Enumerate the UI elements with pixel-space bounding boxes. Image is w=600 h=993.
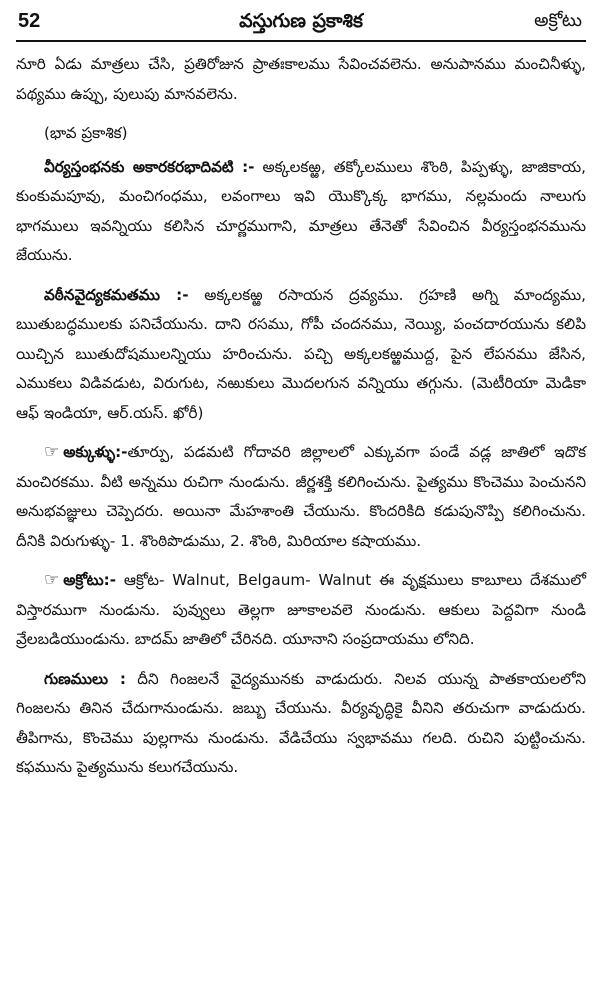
page-number: 52 (18, 10, 41, 32)
page-header (16, 0, 586, 42)
paragraph-7 (16, 665, 586, 783)
heading-veeryastambhana: వీర్యస్తంభనకు అకారకరభాదివటి :- (44, 157, 255, 176)
paragraph-3-text: అక్కలకఱ్ఱ, తక్కోలములు శొంఠి, పిప్పళ్ళు, జాజికాయ, కుంకుమపూవు, మంచిగంధము, లవంగాలు ఇవి యొక్కొక్క భాగము, నల్లమందు నాలుగు భాగములు ఇవన్నియు కలిసిన చూర్ణముగాని, మాత్రలు తేనెతో సేవించిన వీర్యస్తంభనమును జేయును. (16, 157, 586, 264)
heading-akkullu: అక్కుళ్ళు:- (63, 443, 128, 461)
heading-akrotu: అక్రోటు:- (63, 571, 117, 589)
paragraph-4-text: అక్కలకఱ్ఱ రసాయన ద్రవ్యము. గ్రహణి అగ్ని మాంద్యము, ఋతుబద్ధములకు పనిచేయును. దాని రసము, గోపీ చందనము, నెయ్యి, పంచదారయును కలిపి యిచ్చిన ఋతుదోషములన్నియు హరించును. పచ్చి అక్కలకఱ్ఱముద్ద, పైన లేపనము జేసిన, ఎముకలు విడివడుట, విరుగుట, నఱుకులు మొదలగున వన్నియు తగ్గును. (మెటీరియా మెడికా ఆఫ్ ఇండియా, ఆర్.యస్. ఖోరీ) (16, 285, 587, 422)
paragraph-2: (భావ ప్రకాశిక) (44, 124, 128, 142)
pointing-hand-icon: ☞ (44, 570, 60, 590)
page-body (16, 42, 586, 783)
pointing-hand-icon: ☞ (44, 442, 60, 462)
running-head: అక్రోటు (534, 10, 582, 31)
heading-gunamulu: గుణములు : (44, 669, 126, 688)
book-title: వస్తుగుణ ప్రకాశిక (239, 10, 363, 32)
paragraph-3 (16, 153, 586, 271)
paragraph-5-text: తూర్పు, పడమటి గోదావరి జిల్లాలలో ఎక్కువగా పండే వడ్ల జాతిలో ఇదొక మంచిరకము. వీటి అన్నము రుచిగా నుండును. జీర్ణశక్తి కలిగించును. పైత్యము కొంచెము పెంచునని అనుభవజ్ఞులు చెప్పెదరు. అయినా మేహశాంతి చేయును. కొందరికిది కడుపునొప్పి కలిగించును. దీనికి విరుగుళ్ళు- 1. శొంఠిపొడుము, 2. శొంఠి, మిరియాల కషాయము. (16, 443, 586, 550)
paragraph-5 (16, 438, 586, 556)
paragraph-7-text: దీని గింజలనే వైద్యమునకు వాడుదురు. నిలవ యున్న పాతకాయలలోని గింజలను తినిన చేదుగానుండును. జబ్బు చేయును. వీర్యవృద్ధికై వీనిని తరుచుగా వాడుదురు. తీపిగాను, కొంచెము పుల్లగాను నుండును. వేడిచేయు స్వభావము గలది. రుచిని పుట్టించును. కఫమును పైత్యమును కలుగచేయును. (16, 669, 586, 776)
paragraph-1: నూరి ఏడు మాత్రలు చేసి, ప్రతిరోజున ప్రాతఃకాలము సేవించవలెను. అనుపానము మంచినీళ్ళు, పథ్యము ఉప్పు, పులుపు మానవలెను. (16, 55, 586, 103)
paragraph-6 (16, 566, 586, 655)
heading-naveena-vaidyaka: వఠీనవైద్యకమతము :- (44, 285, 189, 304)
paragraph-4 (16, 281, 586, 429)
paragraph-6-text: ఆక్రోట- Walnut, Belgaum- Walnut ఈ వృక్షములు కాబూలు దేశములో విస్తారముగా నుండును. పువ్వులు తెల్లగా జూకాలవలె నుండును. ఆకులు పెద్దవిగా నుండి వ్రేలబడియుండును. బాదమ్ జాతిలో చేరినది. యూనాని సంప్రదాయము లోనిది. (16, 571, 586, 648)
